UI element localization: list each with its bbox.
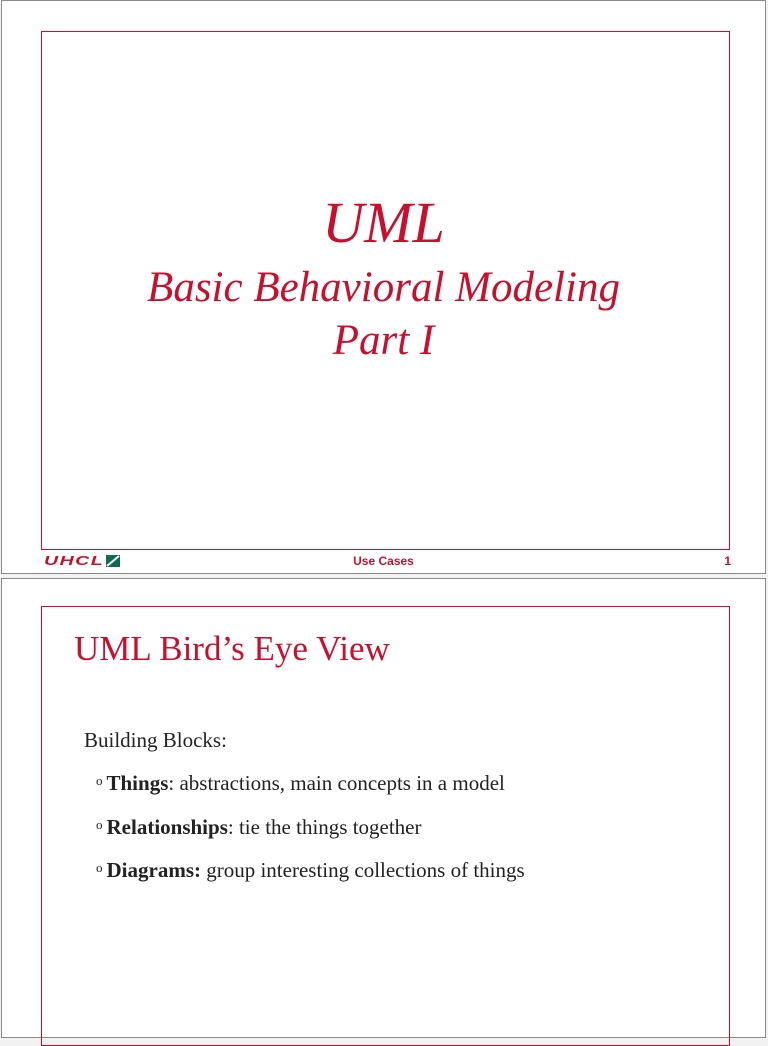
bullet-marker-icon: o	[96, 817, 103, 832]
slide-2-title: UML Bird’s Eye View	[74, 629, 390, 668]
bullet-marker-icon: o	[96, 773, 103, 788]
slide-1-title: UML	[322, 190, 445, 255]
bullet-text: : abstractions, main concepts in a model	[168, 771, 505, 795]
bullet-term: Relationships	[106, 815, 228, 839]
logo-text: UHCL	[44, 553, 105, 568]
slide-1-subtitle-line-2: Part I	[332, 317, 435, 364]
bullet-relationships	[96, 817, 422, 838]
bullet-text: group interesting collections of things	[200, 858, 525, 882]
footer-course-label: Use Cases	[353, 554, 414, 568]
slide-1-footer	[2, 552, 765, 570]
slide-2	[1, 578, 766, 1038]
slide-1-subtitle-line-1: Basic Behavioral Modeling	[147, 264, 620, 311]
bullet-term: Things	[106, 771, 169, 795]
page-number: 1	[724, 554, 731, 568]
slide-1	[1, 0, 766, 574]
bullet-diagrams	[96, 860, 525, 881]
bullet-term: Diagrams:	[106, 858, 201, 882]
building-blocks-intro: Building Blocks:	[84, 728, 227, 752]
bullet-text: : tie the things together	[227, 815, 422, 839]
bullet-things	[96, 773, 505, 794]
bullet-marker-icon: o	[96, 860, 103, 875]
